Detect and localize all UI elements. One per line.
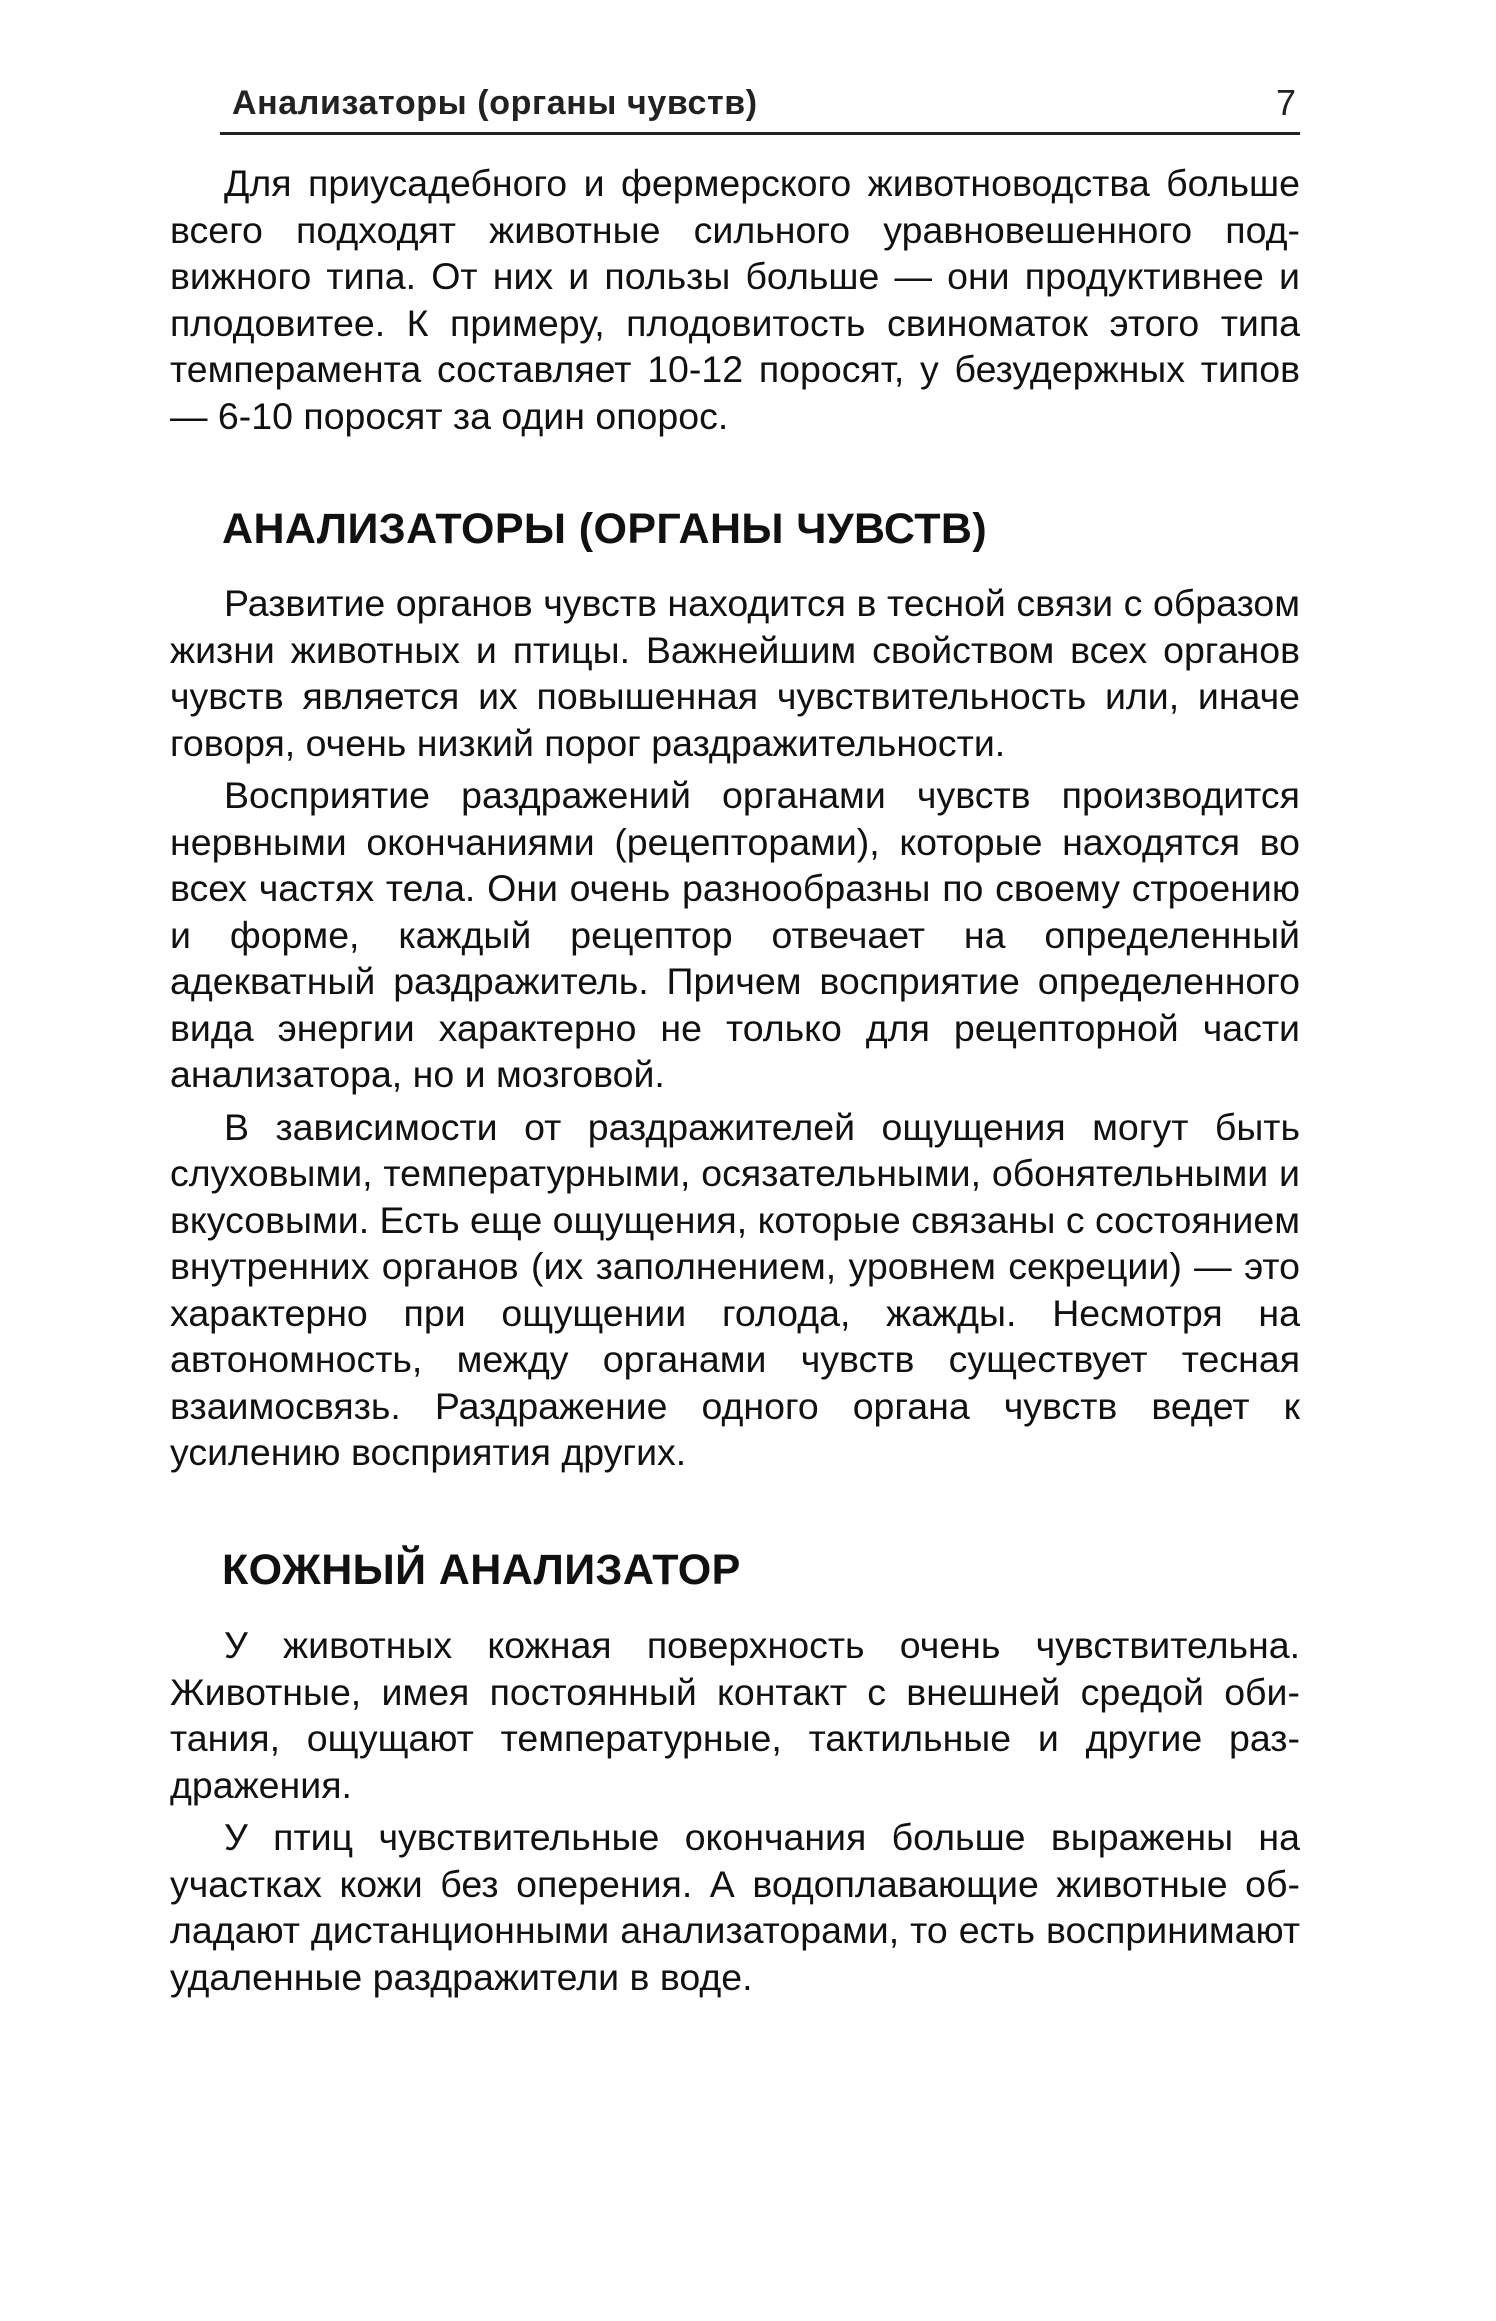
section-heading-skin-analyzer: КОЖНЫЙ АНАЛИЗАТОР <box>222 1546 741 1594</box>
running-header <box>220 84 1300 135</box>
paragraph: Развитие органов чувств находится в тесной связи с образом жизни животных и птицы. Важнейшим свойством всех органов чувств является их повышенная чувствительность или, иначе говоря, очень низкий порог раздражительности. <box>170 582 1300 764</box>
paragraph: У птиц чувствительные окончания больше выражены на участках кожи без оперения. А водоплавающие животные обладают дистанционными анализаторами, то есть воспринимают удаленные раздражители в воде. <box>170 1816 1300 1998</box>
paragraph: Восприятие раздражений органами чувств производится нервными окончаниями (рецепторами), которые находятся во всех частях тела. Они очень разнообразны по своему строению и форме, каждый рецептор отвечает на определенный адекватный раздражитель. Причем восприятие определенного вида энергии характерно не только для рецепторной части анализатора, но и мозговой. <box>170 774 1300 1095</box>
intro-text <box>170 160 1300 445</box>
section-body-skin-analyzer <box>170 1622 1300 2006</box>
paragraph: У животных кожная поверхность очень чувствительна. Животные, имея постоянный контакт с внешней средой обитания, ощущают температурные, тактильные и другие раздражения. <box>170 1624 1300 1806</box>
section-heading-analyzers: АНАЛИЗАТОРЫ (ОРГАНЫ ЧУВСТВ) <box>222 505 988 553</box>
paragraph: Для приусадебного и фермерского животноводства больше всего подходят животные сильного уравновешенного подвижного типа. От них и пользы больше — они продуктивнее и плодовитее. К примеру, плодовитость свиноматок этого типа темперамента составляет 10-12 поросят, у безудержных типов — 6-10 поросят за один опорос. <box>170 162 1300 437</box>
paragraph: В зависимости от раздражителей ощущения могут быть слуховыми, температурными, осязательными, обонятельными и вкусовыми. Есть еще ощущения, которые связаны с состоянием внутренних органов (их заполнением, уровнем секреции) — это характерно при ощущении голода, жажды. Несмотря на автономность, между органами чувств существует тесная взаимосвязь. Раздражение одного органа чувств ведет к усилению восприятия других. <box>170 1105 1300 1473</box>
page-number: 7 <box>1275 82 1296 123</box>
running-title: Анализаторы (органы чувств) <box>232 84 758 122</box>
section-body-analyzers <box>170 580 1300 1482</box>
